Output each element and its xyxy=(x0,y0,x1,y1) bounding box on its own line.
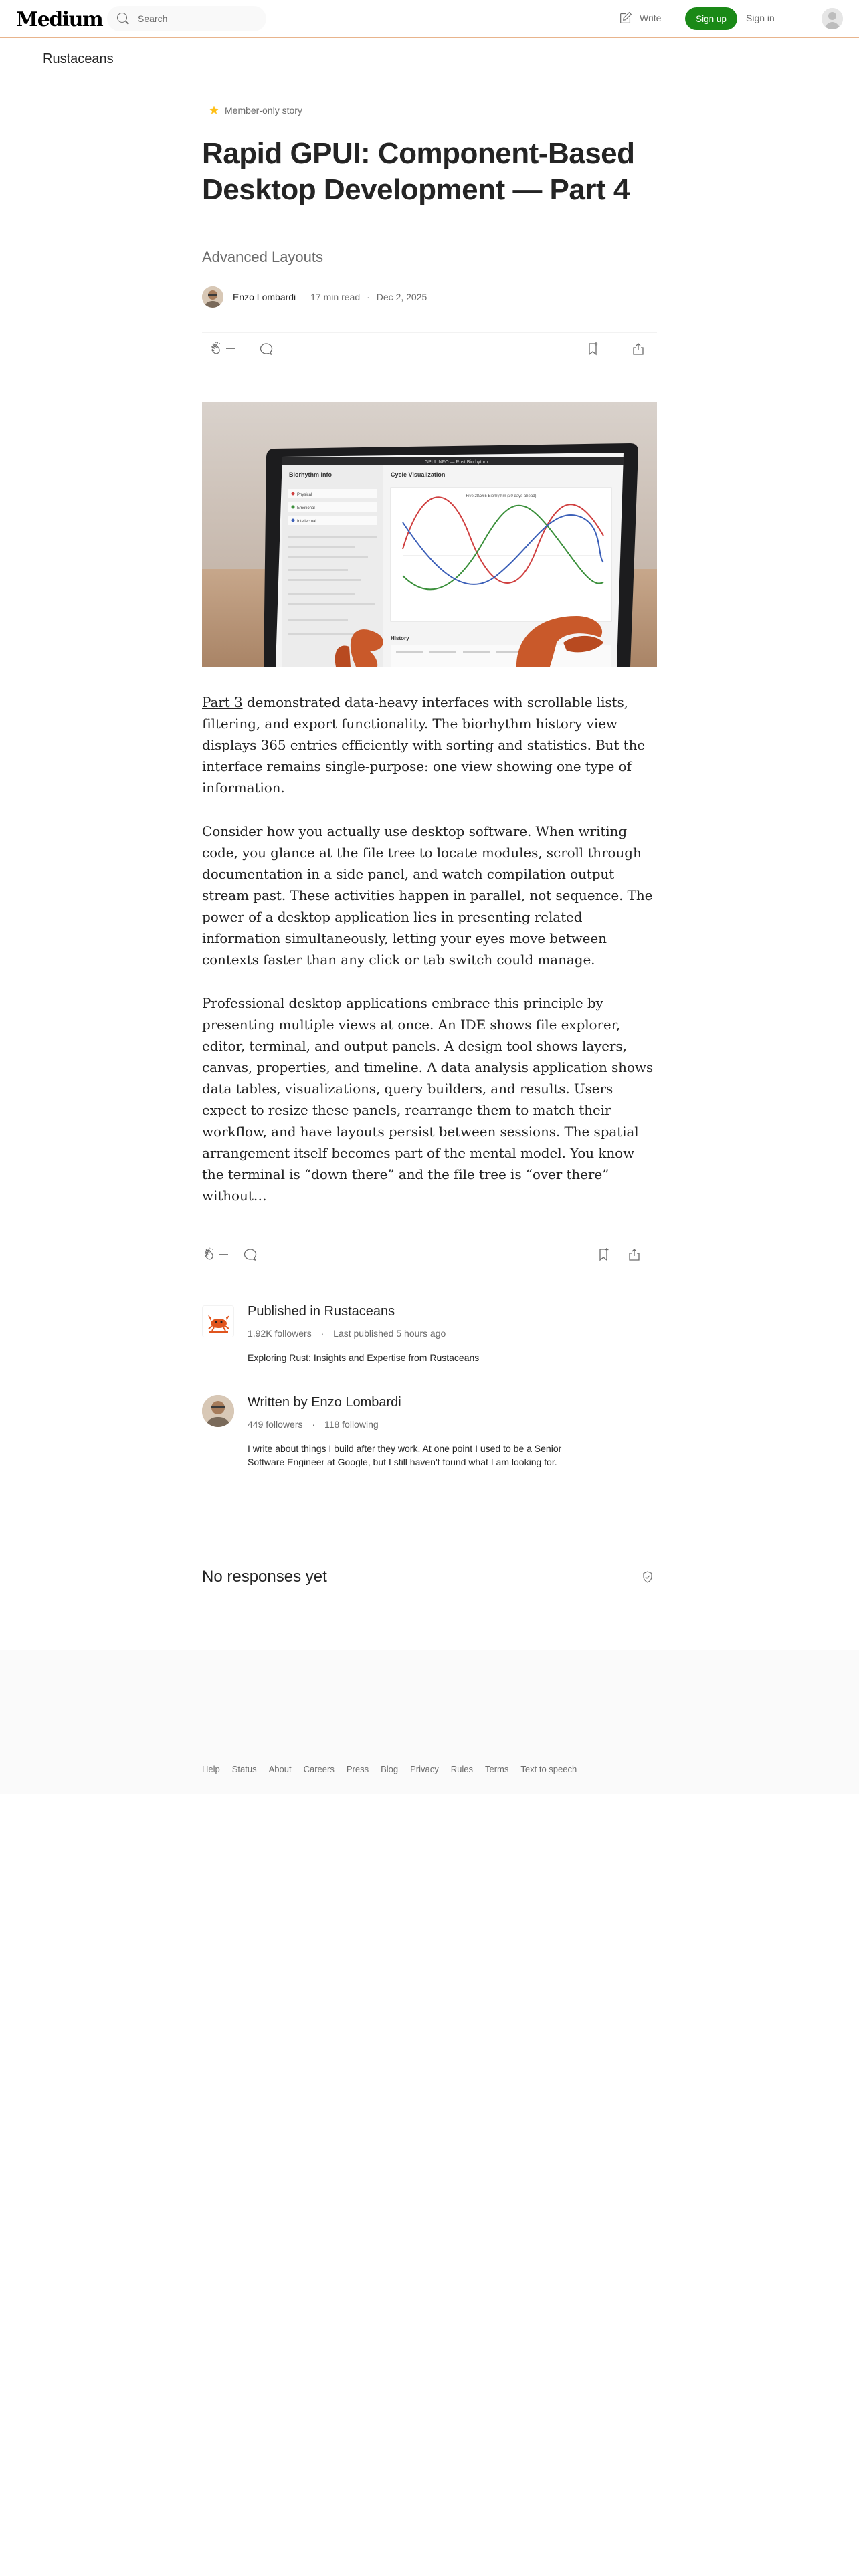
footer-link-press[interactable]: Press xyxy=(346,1764,369,1774)
top-nav xyxy=(0,0,859,38)
publication-meta xyxy=(248,1328,446,1339)
share-icon[interactable] xyxy=(630,341,646,357)
paragraph-1-text: demonstrated data-heavy interfaces with scrollable lists, filtering, and export functionality. The biorhythm history view displays 365 entries efficiently with sorting and statistics. But the interface remains single-purpose: one view showing one type of information. xyxy=(202,694,646,796)
publication-name[interactable]: Rustaceans xyxy=(43,51,114,66)
written-by-title[interactable]: Written by Enzo Lombardi xyxy=(248,1395,401,1410)
hero-legend-physical: Physical xyxy=(297,493,312,497)
footer-link-status[interactable]: Status xyxy=(231,1764,257,1774)
publish-date: Dec 2, 2025 xyxy=(376,292,427,302)
published-in-section xyxy=(202,1304,657,1378)
comment-icon[interactable] xyxy=(242,1247,258,1263)
svg-text:GPUI INFO — Rust Biorhythm: GPUI INFO — Rust Biorhythm xyxy=(424,460,488,465)
separator-dot: · xyxy=(367,292,370,302)
body-paragraph-1 xyxy=(202,691,657,798)
separator-dot: · xyxy=(320,1328,324,1339)
footer-link-blog[interactable]: Blog xyxy=(381,1764,399,1774)
footer-link-terms[interactable]: Terms xyxy=(484,1764,509,1774)
author-followers[interactable]: 449 followers xyxy=(248,1419,303,1430)
hero-app-title: Biorhythm Info xyxy=(289,471,332,478)
bookmark-icon[interactable] xyxy=(585,341,601,357)
separator-dot: · xyxy=(312,1419,316,1430)
publication-bar xyxy=(0,39,859,78)
last-published: Last published 5 hours ago xyxy=(333,1328,446,1339)
footer-link-rules[interactable]: Rules xyxy=(450,1764,473,1774)
author-line xyxy=(202,284,657,310)
pencil-square-icon xyxy=(618,11,633,25)
footer-link-careers[interactable]: Careers xyxy=(303,1764,335,1774)
sign-in-link[interactable]: Sign in xyxy=(746,13,775,23)
footer-links xyxy=(202,1764,589,1774)
written-by-section xyxy=(202,1395,657,1489)
author-avatar[interactable] xyxy=(202,286,223,308)
footer-link-about[interactable]: About xyxy=(268,1764,292,1774)
medium-logo[interactable]: Medium xyxy=(16,8,103,31)
bookmark-icon[interactable] xyxy=(595,1247,611,1263)
member-only-badge xyxy=(202,102,657,119)
footer-link-help[interactable]: Help xyxy=(202,1764,220,1774)
part-3-link[interactable]: Part 3 xyxy=(202,694,243,710)
responses-section xyxy=(202,1566,657,1590)
article-actions-top xyxy=(202,332,657,364)
published-in-title[interactable]: Published in Rustaceans xyxy=(248,1304,395,1319)
author-following[interactable]: 118 following xyxy=(324,1419,379,1430)
clap-icon[interactable] xyxy=(209,341,225,357)
search-box[interactable] xyxy=(107,6,266,31)
article-title: Rapid GPUI: Component-Based Desktop Development — Part 4 xyxy=(202,137,635,206)
article-actions-bottom xyxy=(202,1239,657,1271)
hero-image xyxy=(202,402,657,667)
publication-followers[interactable]: 1.92K followers xyxy=(248,1328,312,1339)
footer-link-privacy[interactable]: Privacy xyxy=(410,1764,439,1774)
shield-icon[interactable] xyxy=(641,1570,654,1584)
read-time: 17 min read xyxy=(310,292,361,302)
clap-count: — xyxy=(219,1249,228,1259)
comment-icon[interactable] xyxy=(258,341,274,357)
article-subtitle: Advanced Layouts xyxy=(202,249,324,265)
write-button[interactable] xyxy=(618,11,661,25)
user-avatar-icon[interactable] xyxy=(822,8,843,29)
author-meta xyxy=(248,1419,379,1430)
write-label: Write xyxy=(640,13,662,23)
author-avatar-large[interactable] xyxy=(202,1395,234,1427)
clap-count: — xyxy=(226,343,235,353)
article-body xyxy=(202,691,657,1228)
hero-chart-caption: Five 28/365 Biorhythm (30 days ahead) xyxy=(466,494,537,498)
clap-icon[interactable] xyxy=(202,1247,218,1263)
author-name[interactable]: Enzo Lombardi xyxy=(233,292,296,302)
star-icon xyxy=(209,105,219,116)
hero-legend-emotional: Emotional xyxy=(297,506,315,510)
author-bio: I write about things I build after they work. At one point I used to be a Senior Software Engineer at Google, but I still haven't found what I am looking for. xyxy=(248,1443,562,1467)
hero-section-label: History xyxy=(391,635,409,641)
hero-panel-title: Cycle Visualization xyxy=(391,471,446,478)
hero-legend-intellectual: Intellectual xyxy=(297,520,316,524)
member-only-label: Member-only story xyxy=(225,105,302,116)
sign-up-button[interactable]: Sign up xyxy=(685,7,737,30)
responses-title: No responses yet xyxy=(202,1568,327,1586)
publication-description: Exploring Rust: Insights and Expertise from Rustaceans xyxy=(248,1352,480,1363)
search-icon xyxy=(116,12,130,25)
body-paragraph-3: Professional desktop applications embrace this principle by presenting multiple views at once. An IDE shows file explorer, editor, terminal, and output panels. A design tool shows layers, canvas, properties, and timeline. A data analysis application shows data tables, visualizations, query builders, and results. Users expect to resize these panels, rearrange them to match their workflow, and have layouts persist between sessions. The spatial arrangement itself becomes part of the mental model. You know the terminal is “down there” and the file tree is “over there” without… xyxy=(202,995,654,1204)
search-input[interactable] xyxy=(138,13,252,24)
share-icon[interactable] xyxy=(626,1247,642,1263)
footer-link-text-to-speech[interactable]: Text to speech xyxy=(520,1764,577,1774)
publication-logo[interactable] xyxy=(202,1305,234,1337)
body-paragraph-2: Consider how you actually use desktop software. When writing code, you glance at the file tree to locate modules, scroll through documentation in a side panel, and watch compilation output stream past. These activities happen in parallel, not sequence. The power of a desktop application lies in presenting related information simultaneously, letting your eyes move between contexts faster than any click or tab switch could manage. xyxy=(202,823,653,968)
